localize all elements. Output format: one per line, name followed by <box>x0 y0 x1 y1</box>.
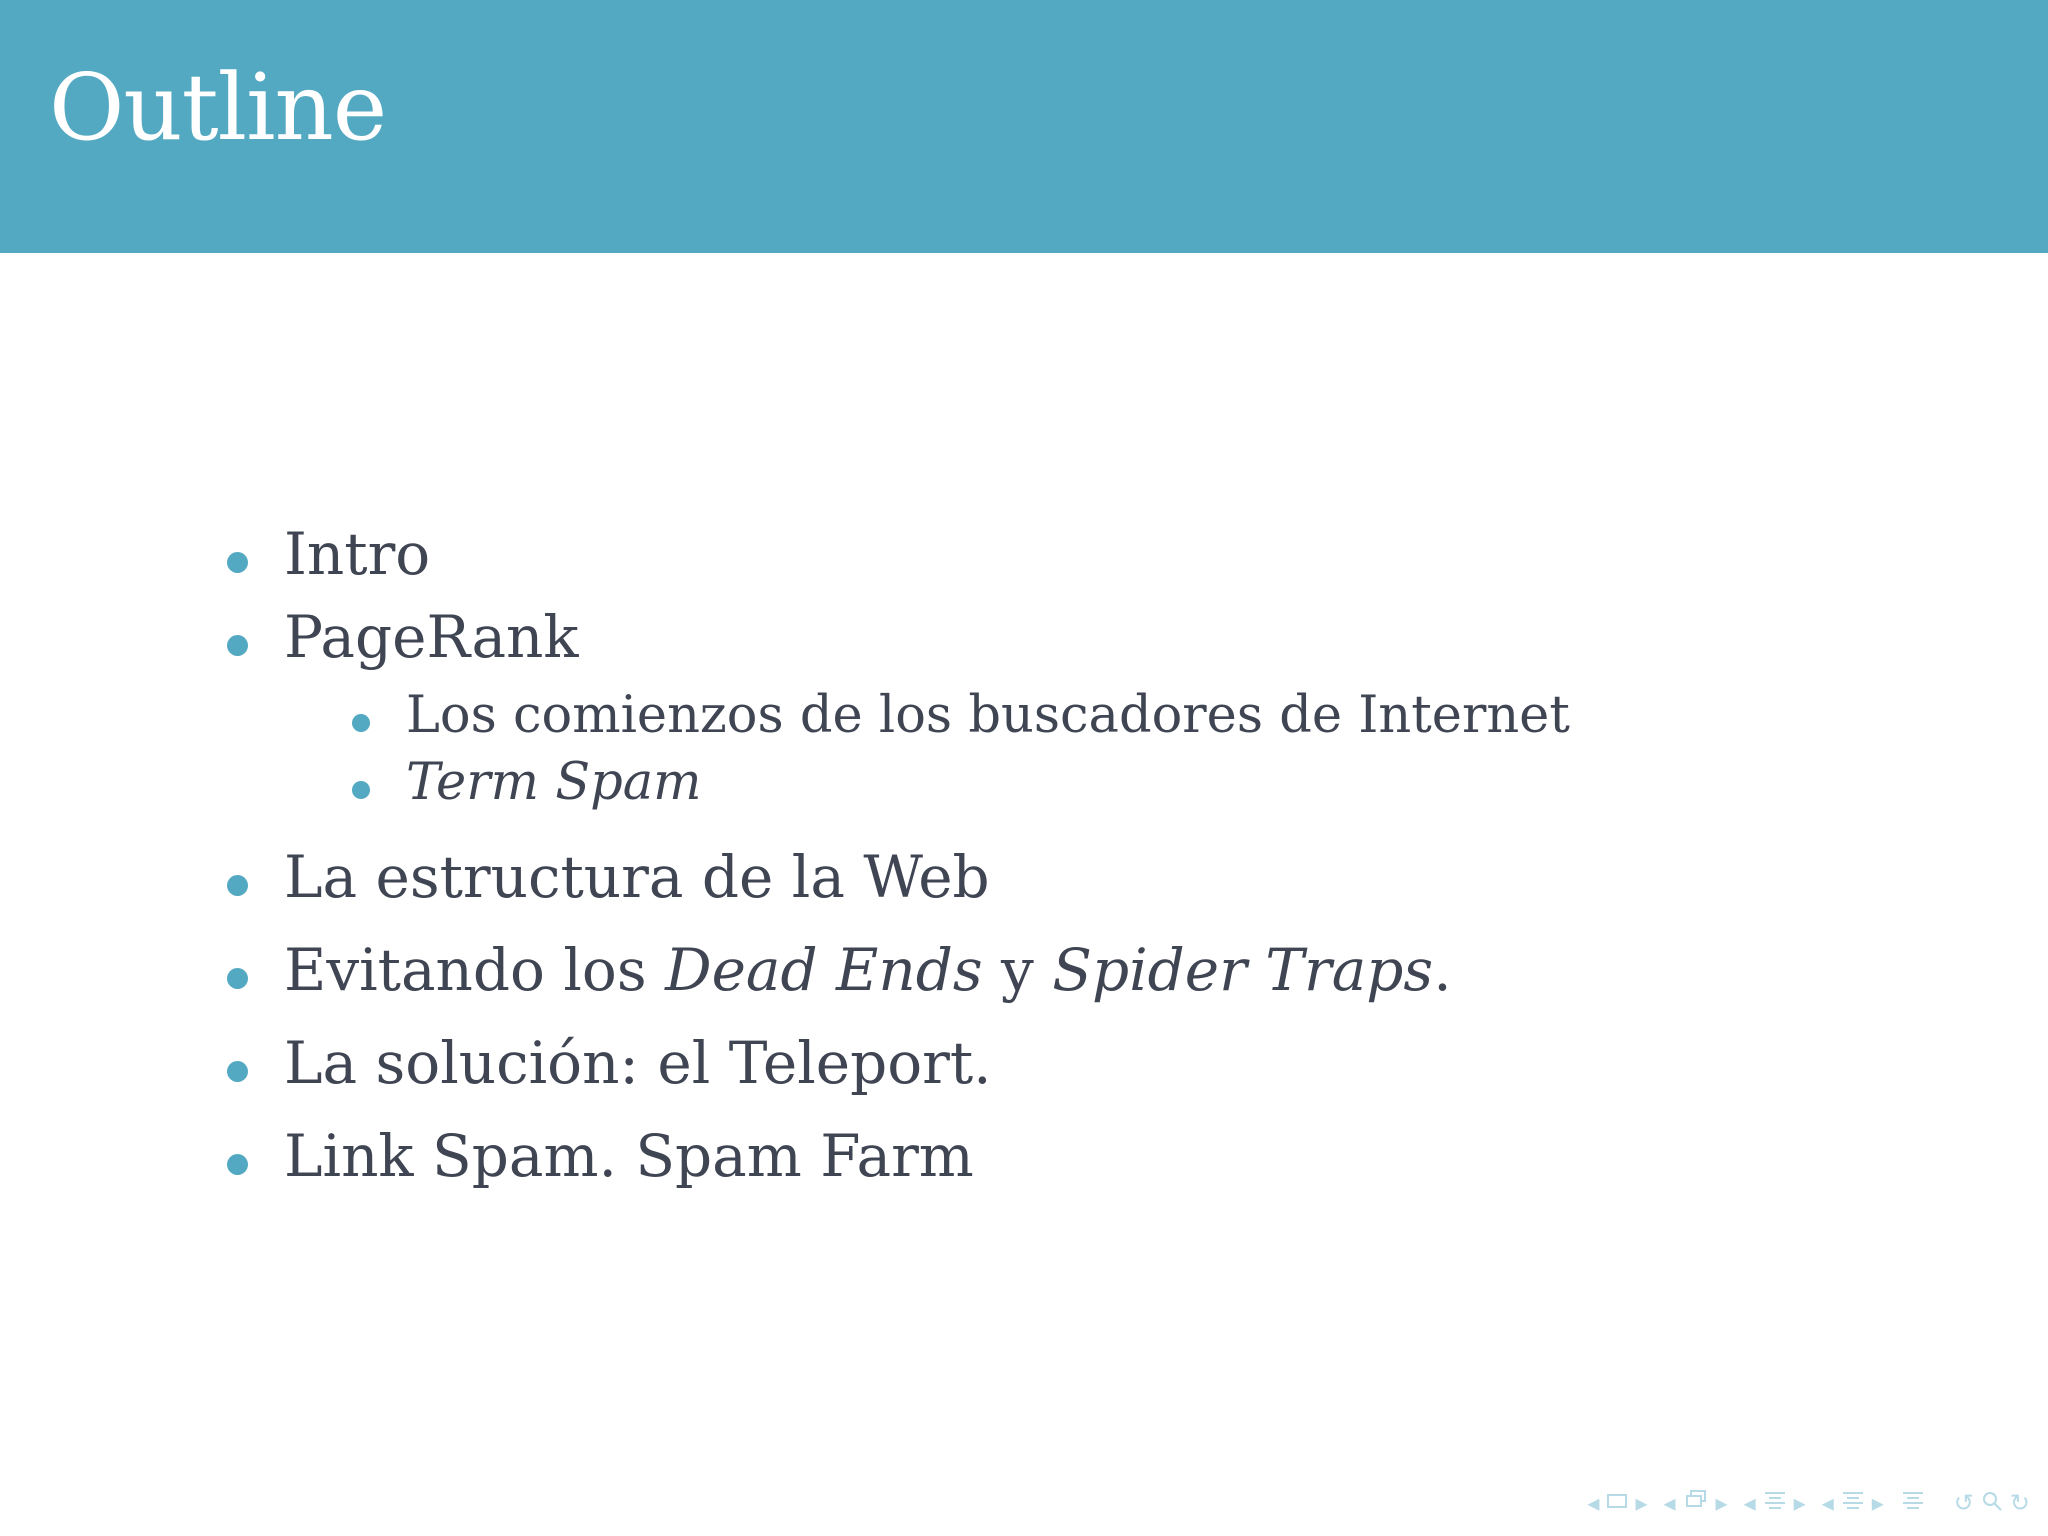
nav-next-icon[interactable]: ▸ <box>1715 1489 1728 1517</box>
nav-presentation-icon[interactable] <box>1900 1489 1926 1517</box>
bullet-icon <box>227 968 248 989</box>
sublist-item-text: Los comienzos de los buscadores de Internet <box>406 686 1570 745</box>
list-item-text: La estructura de la Web <box>284 843 990 911</box>
beamer-navigation <box>1587 1488 2030 1518</box>
list-item-text-emphasis: Spider Traps <box>1052 936 1434 1004</box>
nav-prev-icon[interactable]: ◂ <box>1743 1489 1756 1517</box>
list-item-text: Link Spam. Spam Farm <box>284 1122 974 1190</box>
slide-title: Outline <box>49 54 387 161</box>
sublist-item-term-spam <box>406 753 702 812</box>
bullet-icon <box>227 875 248 896</box>
bullet-icon <box>227 635 248 656</box>
bullet-icon <box>352 714 370 732</box>
nav-prev-icon[interactable]: ◂ <box>1663 1489 1676 1517</box>
list-item-intro <box>284 520 431 588</box>
list-item-text-part: y <box>982 936 1053 1004</box>
list-item-pagerank <box>284 603 579 671</box>
list-item-dead-ends <box>284 936 1452 1004</box>
bullet-icon <box>227 1154 248 1175</box>
list-item-text-part: . <box>1433 936 1452 1004</box>
list-item-text: Intro <box>284 520 431 588</box>
sublist-item-text: Term Spam <box>406 753 702 812</box>
bullet-icon <box>352 781 370 799</box>
nav-back-icon[interactable]: ↺ <box>1953 1489 1974 1517</box>
nav-next-icon[interactable]: ▸ <box>1793 1489 1806 1517</box>
list-item-link-spam <box>284 1122 974 1190</box>
list-item-text-emphasis: Dead Ends <box>665 936 983 1004</box>
list-item-text-part: Evitando los <box>284 936 666 1004</box>
list-item-text: PageRank <box>284 603 579 671</box>
bullet-icon <box>227 552 248 573</box>
nav-prev-icon[interactable]: ◂ <box>1587 1489 1600 1517</box>
list-item-estructura-web <box>284 843 990 911</box>
nav-prev-icon[interactable]: ◂ <box>1821 1489 1834 1517</box>
nav-next-icon[interactable]: ▸ <box>1871 1489 1884 1517</box>
nav-search-icon[interactable] <box>1980 1489 2004 1517</box>
nav-subsection-icon[interactable] <box>1682 1489 1710 1517</box>
nav-frame-icon[interactable] <box>1605 1491 1629 1515</box>
bullet-icon <box>227 1061 248 1082</box>
list-item-teleport <box>284 1029 992 1097</box>
nav-forward-icon[interactable]: ↻ <box>2009 1489 2030 1517</box>
nav-section-icon[interactable] <box>1762 1489 1788 1517</box>
sublist-item-comienzos <box>406 686 1570 745</box>
nav-section-icon[interactable] <box>1840 1489 1866 1517</box>
list-item-text: La solución: el Teleport. <box>284 1029 992 1097</box>
nav-next-icon[interactable]: ▸ <box>1635 1489 1648 1517</box>
